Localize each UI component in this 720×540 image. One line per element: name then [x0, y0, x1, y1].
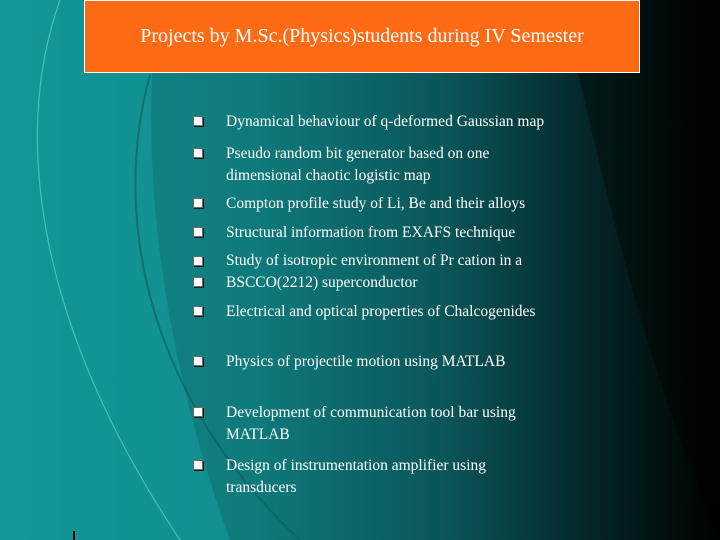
square-bullet-icon — [193, 227, 203, 237]
project-item: Electrical and optical properties of Chalcogenides — [226, 303, 536, 320]
project-item: Compton profile study of Li, Be and their alloys — [226, 195, 526, 212]
slide-title: Projects by M.Sc.(Physics)students during IV Semester — [140, 25, 584, 47]
corner-tick-mark — [73, 531, 75, 540]
square-bullet-icon — [193, 356, 203, 366]
square-bullet-icon — [193, 148, 203, 158]
project-item: Design of instrumentation amplifier using transducers — [226, 457, 487, 496]
square-bullet-icon — [193, 256, 203, 266]
square-bullet-icon — [193, 306, 203, 316]
project-item: Development of communication tool bar using MATLAB — [226, 404, 516, 443]
square-bullet-icon — [193, 460, 203, 470]
square-bullet-icon — [193, 407, 203, 417]
square-bullet-icon — [193, 277, 203, 287]
project-item: Structural information from EXAFS technique — [226, 224, 516, 241]
square-bullet-icon — [193, 198, 203, 208]
project-item: Pseudo random bit generator based on one dimensional chaotic logistic map — [226, 145, 490, 184]
project-item: Physics of projectile motion using MATLAB — [226, 353, 506, 370]
project-item: Study of isotropic environment of Pr cation in a BSCCO(2212) superconductor — [226, 252, 523, 291]
square-bullet-icon — [193, 116, 203, 126]
project-item: Dynamical behaviour of q-deformed Gaussian map — [226, 113, 545, 130]
